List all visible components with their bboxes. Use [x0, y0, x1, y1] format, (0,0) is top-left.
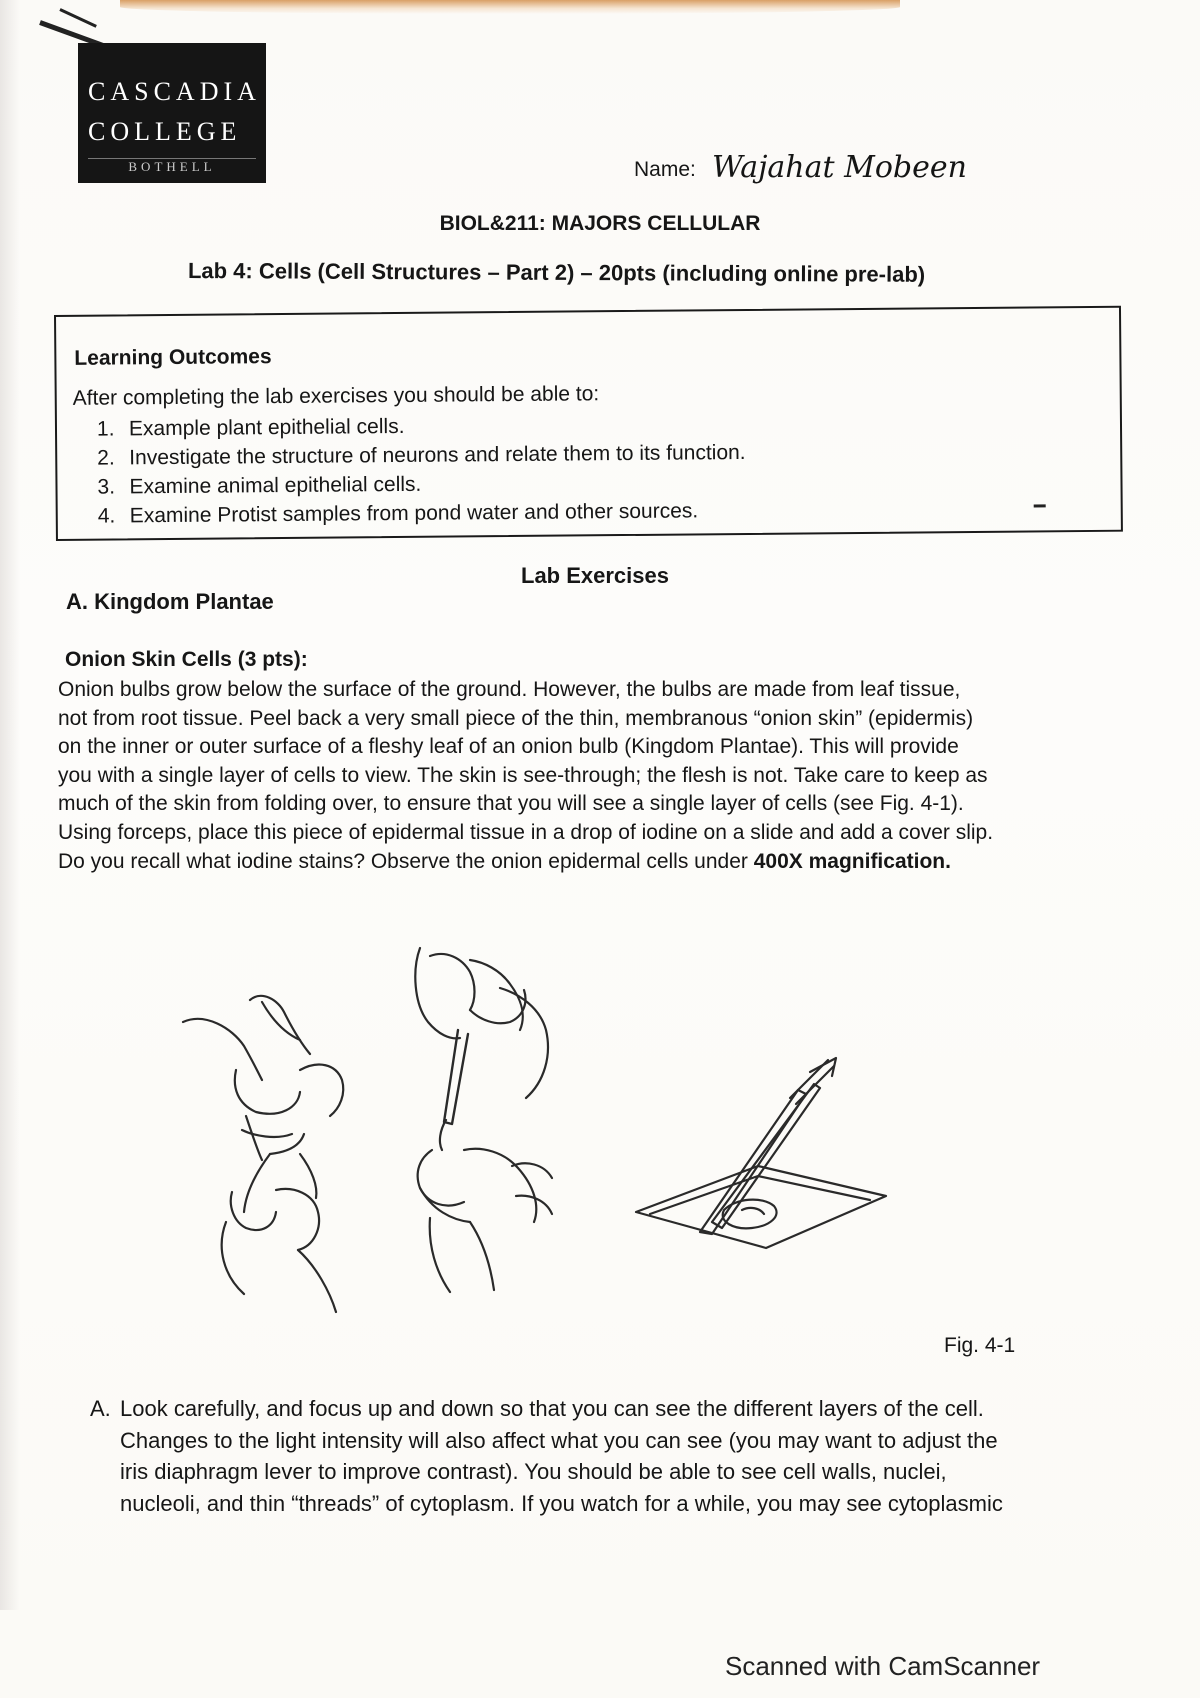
lab-title: Lab 4: Cells (Cell Structures – Part 2) – 20pts (including online pre-lab)	[187, 258, 926, 287]
outcome-item: 1. Example plant epithelial cells.	[96, 414, 405, 441]
slide-with-needles-drawing	[636, 1058, 886, 1248]
forceps-peeling-drawing	[415, 948, 552, 1292]
learning-outcomes-box	[54, 306, 1123, 541]
outcome-item: 2. Investigate the structure of neurons and relate them to its function.	[97, 440, 746, 470]
pen-dash-mark	[1034, 504, 1046, 507]
outcomes-list	[97, 409, 746, 531]
hands-peeling-onion-drawing	[183, 996, 343, 1312]
page-edge-shadow-left	[0, 0, 20, 1610]
outcomes-intro: After completing the lab exercises you should be able to:	[72, 382, 600, 410]
onion-instructions: Onion bulbs grow below the surface of the ground. However, the bulbs are made from leaf tissue, not from root tissue. Peel back a very small piece of the thin, membranous “onion skin” (epidermis) on the inner or outer surface of a fleshy leaf of an onion bulb (Kingdom Plantae). This will provide you with a single layer of cells to view. The skin is see-through; the flesh is not. Take care to keep as much of the skin from folding over, to ensure that you will see a single layer of cells (see Fig. 4-1). Using forceps, place this piece of epidermal tissue in a drop of iodine on a slide and add a cover slip. Do you recall what iodine stains? Observe the onion epidermal cells under 400X magnification.	[58, 678, 994, 873]
outcomes-heading: Learning Outcomes	[74, 345, 272, 370]
pen-mark	[59, 8, 97, 28]
page-edge-shadow	[120, 0, 900, 14]
handwritten-name: Wajahat Mobeen	[712, 150, 967, 185]
college-logo: CASCADIA COLLEGE BOTHELL	[78, 43, 266, 183]
lab-exercises-heading: Lab Exercises	[521, 563, 669, 588]
outcome-item: 4. Examine Protist samples from pond water and other sources.	[97, 499, 699, 528]
step-letter: A.	[90, 1396, 111, 1421]
figure-caption: Fig. 4-1	[944, 1334, 1016, 1357]
name-label: Name:	[634, 158, 696, 181]
section-heading: A. Kingdom Plantae	[66, 589, 274, 614]
outcome-item: 3. Examine animal epithelial cells.	[97, 472, 422, 499]
camscanner-watermark: Scanned with CamScanner	[725, 1651, 1041, 1681]
course-title: BIOL&211: MAJORS CELLULAR	[439, 212, 761, 235]
onion-subheading: Onion Skin Cells (3 pts):	[65, 648, 308, 671]
step-text: Look carefully, and focus up and down so that you can see the different layers of the cell. Changes to the light intensity will also affect what you can see (you may want to adjust the iris diaphragm lever to improve contrast). You should be able to see cell walls, nuclei, nucleoli, and thin “threads” of cytoplasm. If you watch for a while, you may see cytoplasmic	[120, 1396, 1003, 1516]
